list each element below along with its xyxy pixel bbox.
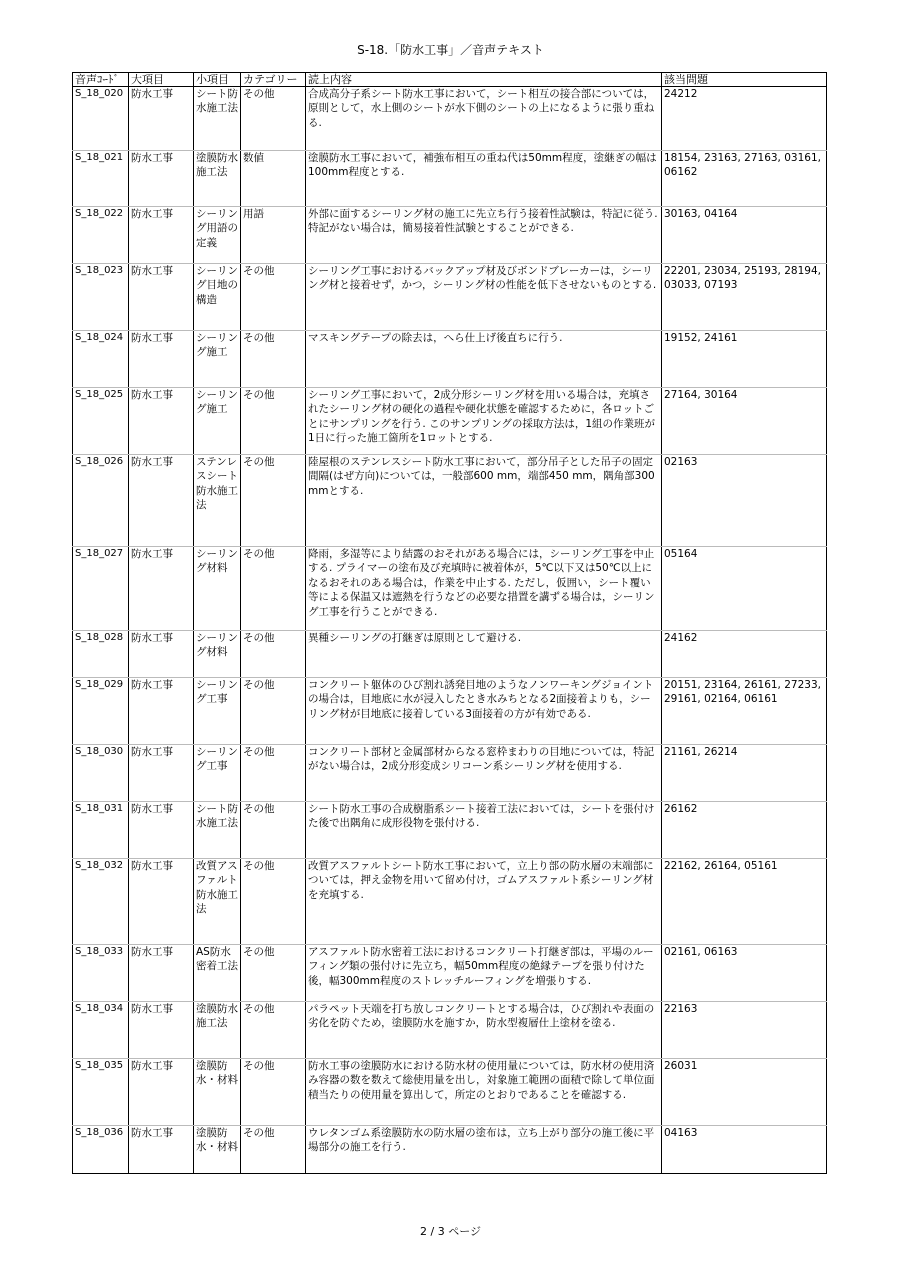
cell-major: 防水工事	[129, 547, 194, 631]
table-row	[73, 802, 827, 859]
table-row	[73, 945, 827, 1002]
cell-major: 防水工事	[129, 678, 194, 745]
cell-content: コンクリート躯体のひび割れ誘発目地のようなノンワーキングジョイントの場合は，目地底に水が浸入したとき水みちとなる2面接着よりも，シーリング材が目地底に接着している3面接着の方が有効である.	[306, 678, 662, 745]
cell-minor: 塗膜防水施工法	[194, 1002, 241, 1059]
cell-questions: 22162, 26164, 05161	[662, 859, 827, 945]
voice-text-table	[72, 72, 827, 1174]
cell-category: その他	[241, 1126, 306, 1174]
table-row	[73, 455, 827, 547]
cell-minor: 塗膜防水・材料	[194, 1059, 241, 1126]
cell-content: 塗膜防水工事において，補強布相互の重ね代は50mm程度，塗継ぎの幅は100mm程度とする.	[306, 151, 662, 207]
cell-minor: シーリング施工	[194, 331, 241, 388]
cell-major: 防水工事	[129, 388, 194, 455]
cell-content: シーリング工事において，2成分形シーリング材を用いる場合は，充填されたシーリング材の硬化の過程や硬化状態を確認するために，各ロットごとにサンプリングを行う. このサンプリングの採取方法は，1組の作業班が1日に行った施工箇所を1ロットとする.	[306, 388, 662, 455]
cell-major: 防水工事	[129, 631, 194, 678]
table-row	[73, 388, 827, 455]
cell-minor: シーリング用語の定義	[194, 207, 241, 264]
cell-content: 防水工事の塗膜防水における防水材の使用量については，防水材の使用済み容器の数を数えて総使用量を出し，対象施工範囲の面積で除して単位面積当たりの使用量を算出して，所定のとおりであることを確認する.	[306, 1059, 662, 1126]
header-content: 読上内容	[306, 73, 662, 87]
cell-major: 防水工事	[129, 1002, 194, 1059]
cell-major: 防水工事	[129, 207, 194, 264]
table-header-row	[73, 73, 827, 87]
cell-major: 防水工事	[129, 151, 194, 207]
cell-content: 陸屋根のステンレスシート防水工事において，部分吊子とした吊子の固定間隔(はぜ方向)については，一般部600 mm，端部450 mm，隅角部300 mmとする.	[306, 455, 662, 547]
cell-questions: 27164, 30164	[662, 388, 827, 455]
cell-code: S_18_030	[73, 745, 129, 802]
cell-content: シート防水工事の合成樹脂系シート接着工法においては，シートを張付けた後で出隅角に成形役物を張付ける.	[306, 802, 662, 859]
cell-code: S_18_026	[73, 455, 129, 547]
table-row	[73, 151, 827, 207]
cell-questions: 24212	[662, 87, 827, 151]
cell-minor: シート防水施工法	[194, 87, 241, 151]
table-row	[73, 264, 827, 331]
cell-major: 防水工事	[129, 859, 194, 945]
header-questions: 該当問題	[662, 73, 827, 87]
cell-major: 防水工事	[129, 802, 194, 859]
cell-code: S_18_028	[73, 631, 129, 678]
cell-questions: 02161, 06163	[662, 945, 827, 1002]
table-row	[73, 1002, 827, 1059]
cell-content: 降雨，多湿等により結露のおそれがある場合には，シーリング工事を中止する. プライマーの塗布及び充填時に被着体が，5℃以下又は50℃以上になるおそれのある場合は，作業を中止する. ただし，仮囲い，シート覆い等による保温又は遮熱を行うなどの必要な措置を講ずる場合は，シーリング工事を行うことができる.	[306, 547, 662, 631]
cell-minor: シーリング材料	[194, 547, 241, 631]
cell-category: その他	[241, 945, 306, 1002]
cell-category: その他	[241, 1002, 306, 1059]
cell-major: 防水工事	[129, 1126, 194, 1174]
cell-questions: 20151, 23164, 26161, 27233, 29161, 02164, 06161	[662, 678, 827, 745]
cell-questions: 22163	[662, 1002, 827, 1059]
document-title: S-18.「防水工事」／音声テキスト	[357, 43, 544, 57]
cell-code: S_18_036	[73, 1126, 129, 1174]
table-row	[73, 331, 827, 388]
table-row	[73, 678, 827, 745]
cell-questions: 30163, 04164	[662, 207, 827, 264]
cell-major: 防水工事	[129, 945, 194, 1002]
cell-content: コンクリート部材と金属部材からなる窓枠まわりの目地については，特記がない場合は，2成分形変成シリコーン系シーリング材を使用する.	[306, 745, 662, 802]
cell-code: S_18_025	[73, 388, 129, 455]
page-number: 2 / 3 ページ	[420, 1225, 481, 1238]
cell-category: その他	[241, 388, 306, 455]
cell-major: 防水工事	[129, 455, 194, 547]
cell-content: アスファルト防水密着工法におけるコンクリート打継ぎ部は，平場のルーフィング類の張付けに先立ち，幅50mm程度の絶縁テープを張り付けた後，幅300mm程度のストレッチルーフィングを増張りする.	[306, 945, 662, 1002]
cell-questions: 02163	[662, 455, 827, 547]
cell-code: S_18_032	[73, 859, 129, 945]
cell-questions: 04163	[662, 1126, 827, 1174]
cell-major: 防水工事	[129, 745, 194, 802]
header-code: 音声ｺｰﾄﾞ	[73, 73, 129, 87]
cell-content: 合成高分子系シート防水工事において，シート相互の接合部については，原則として，水上側のシートが水下側のシートの上になるように張り重ねる.	[306, 87, 662, 151]
cell-category: その他	[241, 87, 306, 151]
header-major: 大項目	[129, 73, 194, 87]
cell-questions: 19152, 24161	[662, 331, 827, 388]
cell-content: シーリング工事におけるバックアップ材及びボンドブレーカーは，シーリング材と接着せず，かつ，シーリング材の性能を低下させないものとする.	[306, 264, 662, 331]
table-row	[73, 547, 827, 631]
cell-minor: 塗膜防水・材料	[194, 1126, 241, 1174]
cell-major: 防水工事	[129, 1059, 194, 1126]
cell-category: その他	[241, 264, 306, 331]
cell-questions: 05164	[662, 547, 827, 631]
table-row	[73, 859, 827, 945]
cell-minor: 塗膜防水施工法	[194, 151, 241, 207]
cell-minor: ステンレスシート防水施工法	[194, 455, 241, 547]
table-row	[73, 87, 827, 151]
table-row	[73, 1126, 827, 1174]
cell-content: パラペット天端を打ち放しコンクリートとする場合は，ひび割れや表面の劣化を防ぐため，塗膜防水を施すか，防水型複層仕上塗材を塗る.	[306, 1002, 662, 1059]
cell-category: その他	[241, 1059, 306, 1126]
header-minor: 小項目	[194, 73, 241, 87]
cell-major: 防水工事	[129, 264, 194, 331]
cell-code: S_18_020	[73, 87, 129, 151]
cell-category: 数値	[241, 151, 306, 207]
cell-major: 防水工事	[129, 331, 194, 388]
cell-code: S_18_029	[73, 678, 129, 745]
cell-category: その他	[241, 455, 306, 547]
cell-code: S_18_024	[73, 331, 129, 388]
cell-questions: 21161, 26214	[662, 745, 827, 802]
cell-major: 防水工事	[129, 87, 194, 151]
cell-content: 改質アスファルトシート防水工事において，立上り部の防水層の末端部については，押え金物を用いて留め付け，ゴムアスファルト系シーリング材を充填する.	[306, 859, 662, 945]
cell-code: S_18_033	[73, 945, 129, 1002]
cell-code: S_18_035	[73, 1059, 129, 1126]
cell-minor: 改質アスファルト防水施工法	[194, 859, 241, 945]
cell-category: その他	[241, 859, 306, 945]
cell-code: S_18_023	[73, 264, 129, 331]
cell-content: 異種シーリングの打継ぎは原則として避ける.	[306, 631, 662, 678]
cell-questions: 24162	[662, 631, 827, 678]
cell-content: マスキングテープの除去は，へら仕上げ後直ちに行う.	[306, 331, 662, 388]
table-row	[73, 631, 827, 678]
cell-code: S_18_022	[73, 207, 129, 264]
cell-minor: シーリング目地の構造	[194, 264, 241, 331]
cell-minor: シーリング工事	[194, 678, 241, 745]
table-row	[73, 745, 827, 802]
cell-category: その他	[241, 678, 306, 745]
table-row	[73, 207, 827, 264]
cell-minor: AS防水密着工法	[194, 945, 241, 1002]
cell-code: S_18_031	[73, 802, 129, 859]
table-row	[73, 1059, 827, 1126]
cell-content: 外部に面するシーリング材の施工に先立ち行う接着性試験は，特記に従う. 特記がない場合は，簡易接着性試験とすることができる.	[306, 207, 662, 264]
cell-minor: シーリング工事	[194, 745, 241, 802]
cell-questions: 22201, 23034, 25193, 28194, 03033, 07193	[662, 264, 827, 331]
cell-questions: 18154, 23163, 27163, 03161, 06162	[662, 151, 827, 207]
cell-category: その他	[241, 547, 306, 631]
cell-code: S_18_034	[73, 1002, 129, 1059]
cell-questions: 26162	[662, 802, 827, 859]
cell-category: その他	[241, 745, 306, 802]
cell-minor: シーリング施工	[194, 388, 241, 455]
cell-code: S_18_021	[73, 151, 129, 207]
cell-questions: 26031	[662, 1059, 827, 1126]
cell-minor: シート防水施工法	[194, 802, 241, 859]
header-category: カテゴリー	[241, 73, 306, 87]
cell-content: ウレタンゴム系塗膜防水の防水層の塗布は，立ち上がり部分の施工後に平場部分の施工を行う.	[306, 1126, 662, 1174]
cell-category: その他	[241, 331, 306, 388]
cell-category: その他	[241, 802, 306, 859]
cell-code: S_18_027	[73, 547, 129, 631]
cell-category: 用語	[241, 207, 306, 264]
cell-category: その他	[241, 631, 306, 678]
cell-minor: シーリング材料	[194, 631, 241, 678]
